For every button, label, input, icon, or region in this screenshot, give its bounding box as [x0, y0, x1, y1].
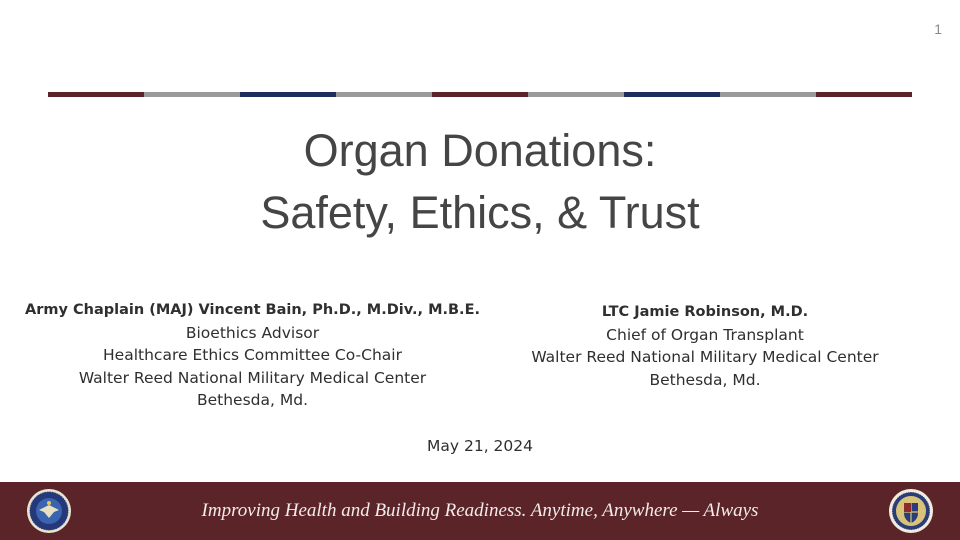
stripe-segment	[528, 92, 624, 97]
presenter-1-committee: Healthcare Ethics Committee Co-Chair	[103, 346, 402, 364]
presenter-1-location: Bethesda, Md.	[196, 391, 308, 409]
presenter-1-institution: Walter Reed National Military Medical Center	[78, 368, 427, 387]
slide-number: 1	[934, 21, 942, 37]
presenter-1-name: Army Chaplain (MAJ) Vincent Bain, Ph.D., M.Div., M.B.E.	[25, 302, 480, 318]
stripe-segment	[816, 92, 912, 97]
title-line-1: Organ Donations:	[303, 125, 657, 176]
decorative-stripe	[48, 92, 912, 97]
stripe-segment	[336, 92, 432, 97]
stripe-segment	[624, 92, 720, 97]
slide-title	[0, 120, 960, 244]
presenter-2-location: Bethesda, Md.	[649, 370, 761, 389]
stripe-segment	[240, 92, 336, 97]
defense-health-agency-seal-icon	[888, 488, 934, 534]
stripe-segment	[144, 92, 240, 97]
title-line-2: Safety, Ethics, & Trust	[260, 187, 700, 238]
stripe-segment	[432, 92, 528, 97]
presenter-2-name: LTC Jamie Robinson, M.D.	[601, 304, 809, 320]
presenter-2-role: Chief of Organ Transplant	[606, 325, 804, 344]
footer-tagline: Improving Health and Building Readiness. Anytime, Anywhere — Always	[201, 500, 759, 521]
presenter-1-block	[20, 299, 485, 412]
presenter-1-role: Bioethics Advisor	[185, 323, 320, 342]
stripe-segment	[720, 92, 816, 97]
presenter-2-institution: Walter Reed National Military Medical Center	[531, 348, 879, 366]
stripe-segment	[48, 92, 144, 97]
presenter-2-block	[500, 301, 910, 391]
footer-bar	[0, 482, 960, 540]
presentation-date: May 21, 2024	[427, 437, 533, 455]
